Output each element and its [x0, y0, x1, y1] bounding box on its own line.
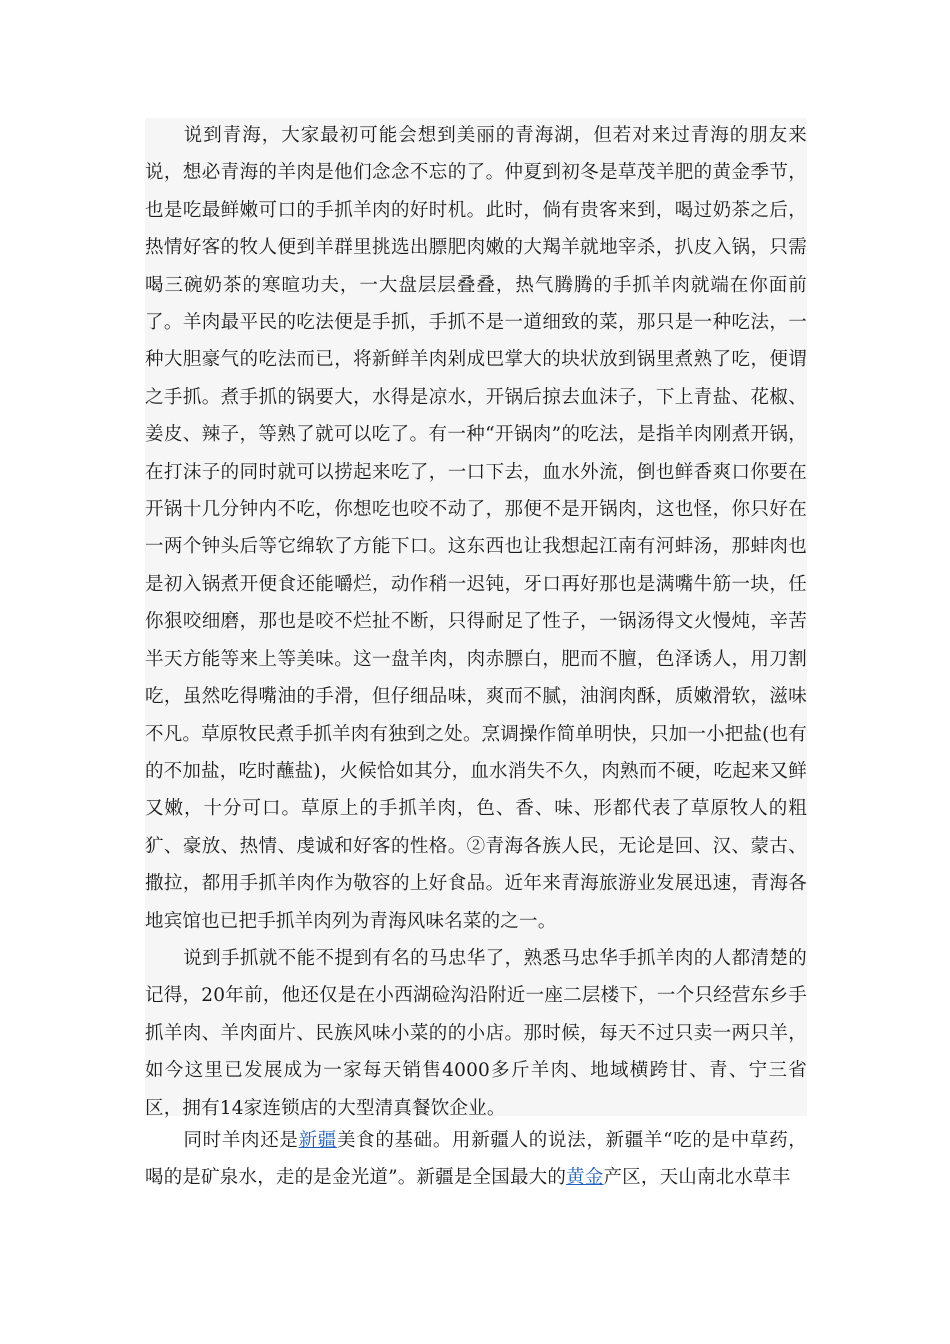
xinjiang-link[interactable]: 新疆: [298, 1130, 337, 1151]
paragraph-text: 说到青海，大家最初可能会想到美丽的青海湖，但若对来过青海的朋友来说，想必青海的羊肉是他们念念不忘的了。仲夏到初冬是草茂羊肥的黄金季节，也是吃最鲜嫩可口的手抓羊肉的好时机。此时，倘有贵客来到，喝过奶茶之后，热情好客的牧人便到羊群里挑选出膘肥肉嫩的大羯羊就地宰杀，扒皮入锅，只需喝三碗奶茶的寒暄功夫，一大盘层层叠叠，热气腾腾的手抓羊肉就端在你面前了。羊肉最平民的吃法便是手抓，手抓不是一道细致的菜，那只是一种吃法，一种大胆豪气的吃法而已，将新鲜羊肉剁成巴掌大的块状放到锅里煮熟了吃，便谓之手抓。煮手抓的锅要大，水得是凉水，开锅后掠去血沫子，下上青盐、花椒、姜皮、辣子，等熟了就可以吃了。有一种“开锅肉”的吃法，是指羊肉刚煮开锅，在打沫子的同时就可以捞起来吃了，一口下去，血水外流，倒也鲜香爽口你要在开锅十几分钟内不吃，你想吃也咬不动了，那便不是开锅肉，这也怪，你只好在一两个钟头后等它绵软了方能下口。这东西也让我想起江南有河蚌汤，那蚌肉也是初入锅煮开便食还能嚼烂，动作稍一迟钝，牙口再好那也是满嘴牛筋一块，任你狠咬细磨，那也是咬不烂扯不断，只得耐足了性子，一锅汤得文火慢炖，辛苦半天方能等来上等美味。这一盘羊肉，肉赤膘白，肥而不膻，色泽诱人，用刀割吃，虽然吃得嘴油的手滑，但仔细品味，爽而不腻，油润肉酥，质嫩滑软，滋味不凡。草原牧民煮手抓羊肉有独到之处。烹调操作简单明快，只加一小把盐(也有的不加盐，吃时蘸盐)，火候恰如其分，血水消失不久，肉熟而不硬，吃起来又鲜又嫩，十分可口。草原上的手抓羊肉，色、香、味、形都代表了草原牧人的粗犷、豪放、热情、虔诚和好客的性格。②青海各族人民，无论是回、汉、蒙古、撒拉，都用手抓羊肉作为敬容的上好食品。近年来青海旅游业发展迅速，青海各地宾馆也已把手抓羊肉列为青海风味名菜的之一。: [145, 125, 807, 932]
paragraph-text-part: 产区，天山南北水草丰: [603, 1167, 791, 1189]
paragraph-text-part: 美食的基础。用新疆人的说法，新疆羊“吃的是中草药，喝的是矿泉水，走的是金光道”。新疆是全国最大的: [145, 1130, 807, 1189]
gold-link[interactable]: 黄金: [566, 1167, 604, 1189]
paragraph-xinjiang: [145, 1122, 807, 1197]
paragraph-text: 说到手抓就不能不提到有名的马忠华了，熟悉马忠华手抓羊肉的人都清楚的记得，20年前，他还仅是在小西湖硷沟沿附近一座二层楼下，一个只经营东乡手抓羊肉、羊肉面片、民族风味小菜的的小店。那时候，每天不过只卖一两只羊，如今这里已发展成为一家每天销售4000多斤羊肉、地域横跨甘、青、宁三省区，拥有14家连锁店的大型清真餐饮企业。: [145, 948, 807, 1119]
paragraph-qinghai-lamb: [145, 117, 807, 940]
paragraph-text-part: 同时羊肉还是: [183, 1130, 299, 1151]
paragraph-ma-zhonghua: [145, 940, 807, 1127]
